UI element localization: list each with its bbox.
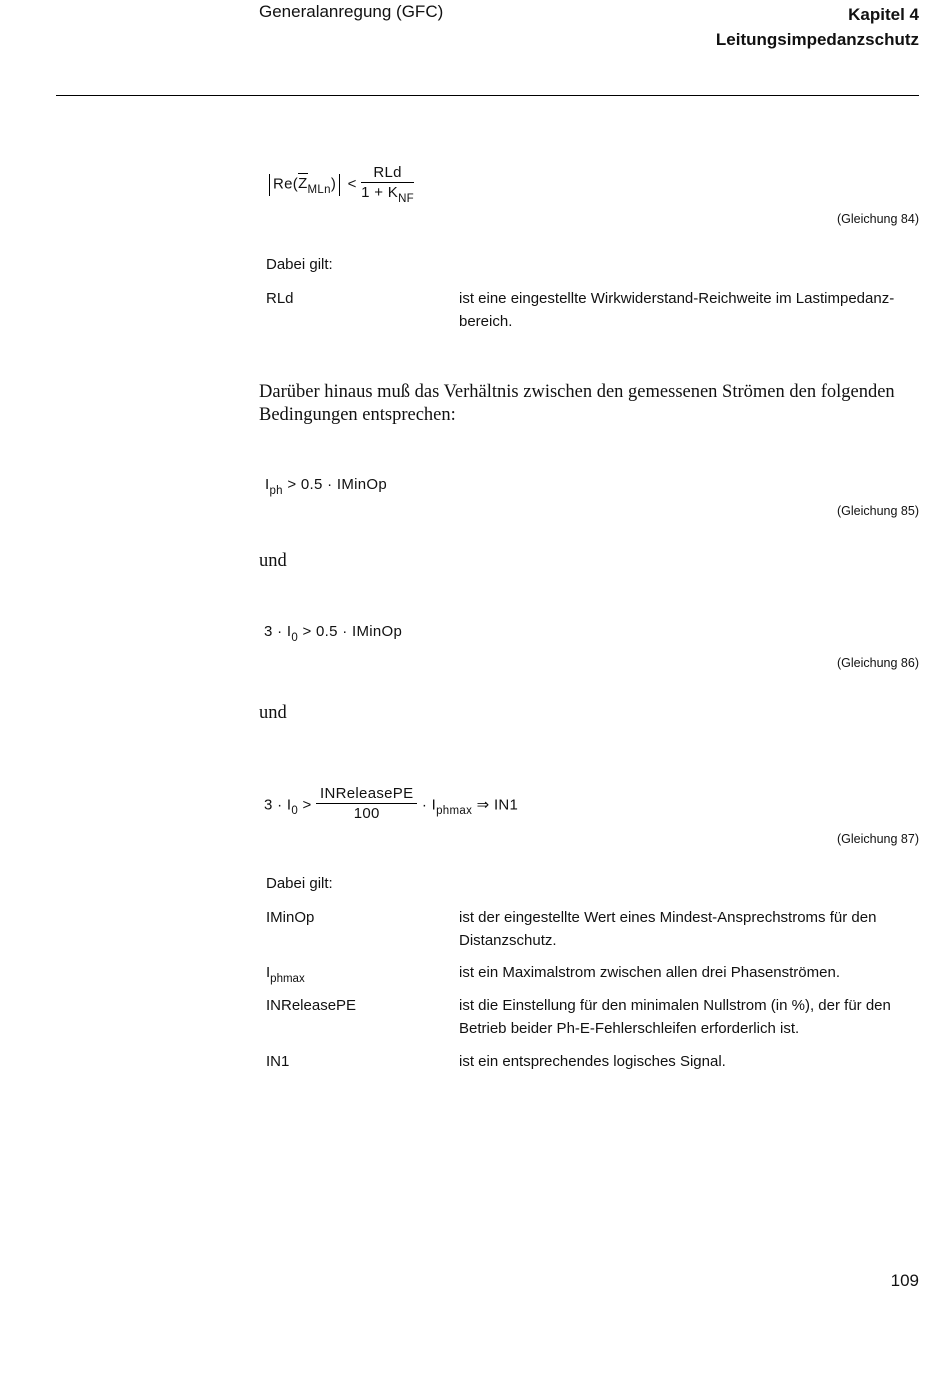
abs-bar-left bbox=[269, 174, 270, 196]
eq87-numerator: INReleasePE bbox=[316, 785, 417, 804]
where2-desc-iphmax: ist ein Maximalstrom zwischen allen drei Phasenströmen. bbox=[459, 964, 840, 981]
eq84-lt: < bbox=[347, 175, 357, 193]
equation-87 bbox=[264, 787, 518, 824]
equation-85-ref: (Gleichung 85) bbox=[837, 504, 919, 518]
eq84-numerator: RLd bbox=[361, 164, 414, 183]
eq87-gt: > bbox=[298, 796, 317, 814]
eq84-den-text: 1 + K bbox=[361, 184, 399, 201]
running-header-chapter bbox=[716, 2, 919, 52]
where2-term-in1: IN1 bbox=[266, 1053, 290, 1070]
running-header-section: Generalanregung (GFC) bbox=[259, 2, 444, 21]
where2-desc-iminop: ist der eingestellte Wert eines Mindest-Ansprechstroms für den Distanzschutz. bbox=[459, 909, 877, 949]
eq85-rest: > 0.5 · IMinOp bbox=[282, 476, 387, 493]
connector-und-2: und bbox=[259, 703, 287, 723]
page-number: 109 bbox=[890, 1271, 919, 1290]
eq87-mid: · I bbox=[417, 796, 437, 814]
where2-term-iphmax bbox=[266, 964, 305, 985]
eq87-fraction bbox=[316, 785, 417, 822]
where2-desc-in1: ist ein entsprechendes logisches Signal. bbox=[459, 1053, 726, 1070]
connector-und-1: und bbox=[259, 551, 287, 571]
iphmax-symbol: I bbox=[266, 964, 271, 981]
eq87-denominator: 100 bbox=[353, 805, 380, 822]
eq84-z: Z bbox=[298, 175, 308, 193]
equation-87-ref: (Gleichung 87) bbox=[837, 832, 919, 846]
eq87-rest: ⇒ IN1 bbox=[472, 796, 519, 814]
eq86-lead: 3 · I bbox=[264, 623, 292, 640]
equation-84-ref: (Gleichung 84) bbox=[837, 212, 919, 226]
eq86-rest: > 0.5 · IMinOp bbox=[298, 623, 403, 640]
eq86-sub: 0 bbox=[291, 632, 299, 644]
body-paragraph: Darüber hinaus muß das Verhältnis zwischen den gemessenen Strömen den folgenden Bedingungen entsprechen: bbox=[259, 382, 895, 425]
eq87-sub: 0 bbox=[291, 805, 299, 818]
eq85-sub: ph bbox=[269, 485, 283, 497]
eq84-denominator bbox=[361, 183, 415, 205]
eq84-fraction bbox=[361, 164, 415, 205]
chapter-title: Leitungsimpedanzschutz bbox=[715, 30, 919, 49]
eq84-close: ) bbox=[330, 175, 337, 193]
equation-86 bbox=[264, 623, 403, 644]
where-intro-1: Dabei gilt: bbox=[266, 256, 333, 273]
eq87-sub2: phmax bbox=[436, 805, 473, 818]
abs-bar-right bbox=[339, 174, 340, 196]
equation-86-ref: (Gleichung 86) bbox=[837, 656, 919, 670]
where2-term-iminop: IMinOp bbox=[266, 909, 315, 926]
chapter-number: Kapitel 4 bbox=[848, 5, 919, 24]
eq84-z-sub: MLn bbox=[307, 184, 331, 197]
where2-term-inreleasepe: INReleasePE bbox=[266, 997, 357, 1014]
equation-85 bbox=[265, 476, 387, 497]
where-intro-2: Dabei gilt: bbox=[266, 875, 333, 892]
where1-desc: ist eine eingestellte Wirkwiderstand-Reichweite im Lastimpedanz-bereich. bbox=[459, 290, 895, 330]
where2-desc-inreleasepe: ist die Einstellung für den minimalen Nullstrom (in %), der für den Betrieb beider Ph-E-Fehlerschleifen erforderlich ist. bbox=[459, 997, 891, 1037]
eq84-re: Re( bbox=[273, 175, 299, 193]
eq85-i: I bbox=[265, 476, 270, 493]
header-rule bbox=[56, 95, 919, 96]
eq87-lead: 3 · I bbox=[264, 796, 292, 814]
equation-84 bbox=[266, 166, 414, 203]
iphmax-sub: phmax bbox=[270, 973, 305, 985]
where1-term: RLd bbox=[266, 290, 294, 307]
eq84-den-sub: NF bbox=[398, 193, 415, 205]
